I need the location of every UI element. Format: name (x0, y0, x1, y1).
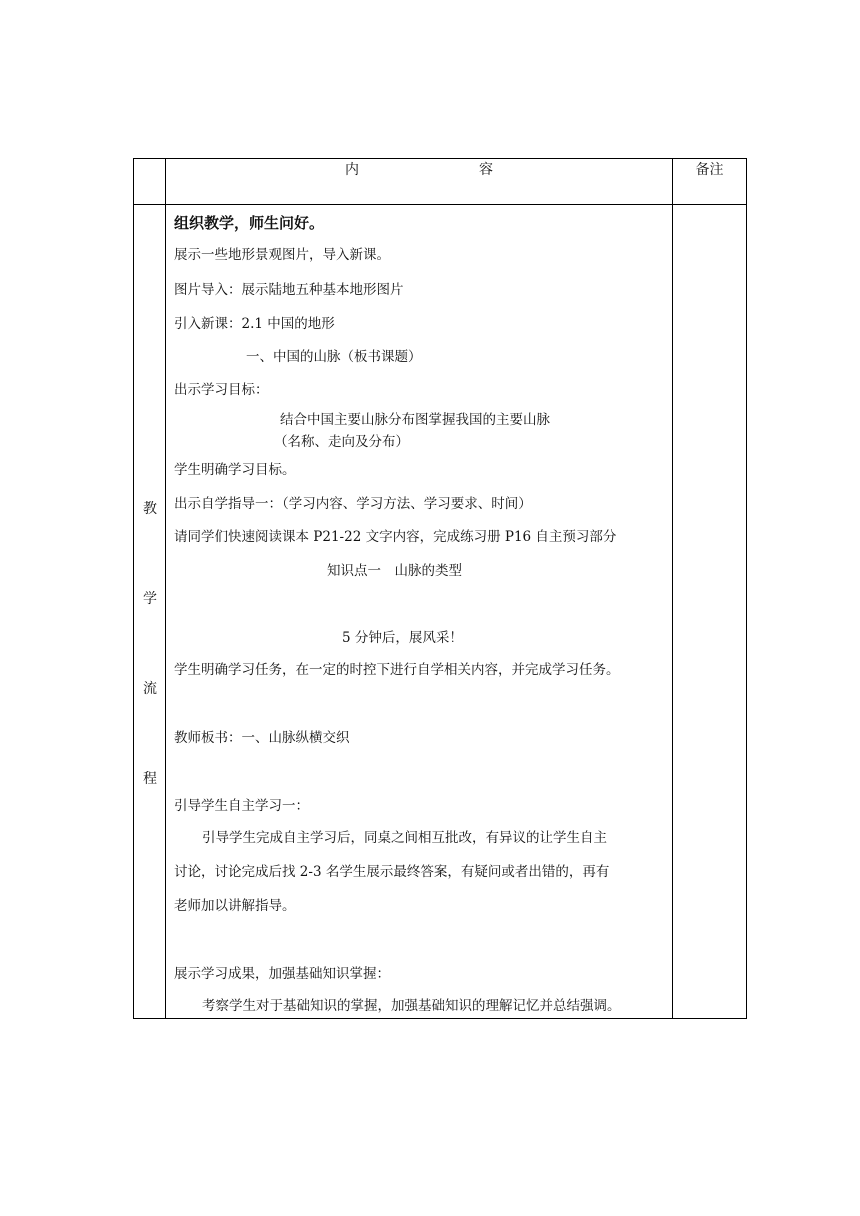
content-line: （名称、走向及分布） (274, 434, 409, 450)
content-line: 组织教学，师生问好。 (174, 214, 325, 232)
content-line: 出示学习目标： (174, 382, 269, 398)
content-line: 展示学习成果，加强基础知识掌握： (174, 966, 390, 982)
side-label-cell (134, 205, 166, 1019)
table-header-row (134, 159, 747, 205)
content-line: 引入新课：2.1 中国的地形 (174, 316, 335, 332)
content-line: 一、中国的山脉（板书课题） (246, 349, 422, 365)
side-label-char-4: 程 (143, 771, 157, 787)
content-line: 结合中国主要山脉分布图掌握我国的主要山脉 (280, 412, 550, 428)
content-line: 教师板书：一、山脉纵横交织 (174, 730, 350, 746)
content-line: 引导学生自主学习一： (174, 798, 309, 814)
note-header: 备注 (673, 159, 747, 205)
content-line: 5 分钟后，展风采！ (342, 630, 463, 646)
content-header-char-1: 内 (345, 162, 359, 178)
content-line: 学生明确学习任务，在一定的时控下进行自学相关内容，并完成学习任务。 (174, 662, 620, 678)
content-line: 请同学们快速阅读课本 P21-22 文字内容，完成练习册 P16 自主预习部分 (174, 529, 617, 545)
content-line: 引导学生完成自主学习后，同桌之间相互批改，有异议的让学生自主 (202, 830, 607, 846)
content-line: 出示自学指导一：（学习内容、学习方法、学习要求、时间） (174, 496, 532, 512)
content-line: 知识点一 山脉的类型 (327, 563, 462, 579)
table-body-row (134, 205, 747, 1019)
lesson-flow-table (133, 158, 747, 1019)
content-line: 学生明确学习目标。 (174, 462, 296, 478)
content-line: 考察学生对于基础知识的掌握，加强基础知识的理解记忆并总结强调。 (202, 998, 621, 1014)
side-label-char-3: 流 (143, 681, 157, 697)
note-cell (673, 205, 747, 1019)
content-header (166, 159, 673, 205)
content-line: 讨论，讨论完成后找 2-3 名学生展示最终答案，有疑问或者出错的，再有 (174, 864, 610, 880)
side-label-char-1: 教 (143, 501, 157, 517)
content-line: 老师加以讲解指导。 (174, 898, 296, 914)
side-label-char-2: 学 (143, 591, 157, 607)
content-header-char-2: 容 (479, 162, 493, 178)
content-line: 图片导入：展示陆地五种基本地形图片 (174, 282, 404, 298)
side-header-cell (134, 159, 166, 205)
content-cell (166, 205, 673, 1019)
content-line: 展示一些地形景观图片，导入新课。 (174, 247, 390, 263)
